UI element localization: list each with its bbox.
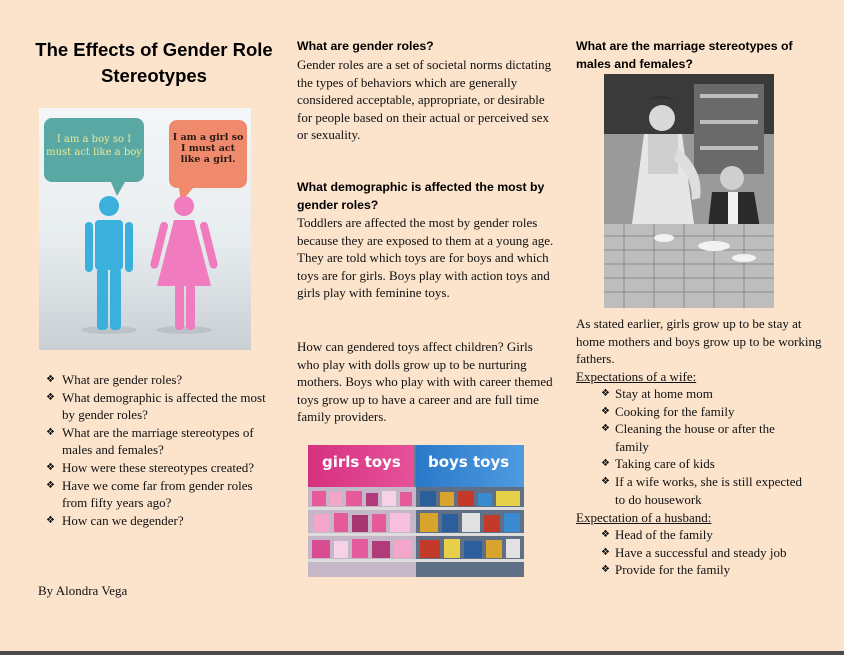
list-item: ❖ What are gender roles? [46,372,183,387]
gender-stereotype-image [39,108,251,350]
bottom-divider [0,651,844,655]
diamond-bullet-icon: ❖ [601,458,610,470]
section-heading-marriage: What are the marriage stereotypes of males and females? [576,39,793,71]
toy-aisle-image [308,445,524,577]
diamond-bullet-icon: ❖ [46,479,55,491]
diamond-bullet-icon: ❖ [46,374,55,385]
husband-expectations-label: Expectation of a husband: [576,510,712,525]
wife-expectations-list [601,385,811,508]
list-item: ❖ What are the marriage stereotypes of males and females? [46,424,254,458]
vintage-couple-photo [604,74,774,308]
list-item: ❖ Provide for the family [601,562,731,578]
boy-bubble-text: I am a boy so I must act like a boy [46,134,142,158]
diamond-bullet-icon: ❖ [46,461,55,473]
section-body-marriage: As stated earlier, girls grow up to be stay at home mothers and boys grow up to be working fathers. [576,316,822,367]
list-item: ❖ Head of the family [601,527,713,542]
section-heading-demographic: What demographic is affected the most by gender roles? [297,180,545,212]
boy-figure [85,196,133,330]
toy-shelves [308,487,524,577]
list-item: ❖ Have we come far from gender roles from fifty years ago? [46,477,253,511]
list-item: ❖ If a wife works, she is still expected to do housework [601,473,803,507]
list-item: ❖ How can we degender? [46,512,184,528]
page-title: The Effects of Gender Role Stereotypes [35,39,273,86]
list-item: ❖ What demographic is affected the most by gender roles? [46,389,266,423]
diamond-bullet-icon: ❖ [46,391,55,403]
list-item: ❖ Cooking for the family [601,403,735,419]
list-item: ❖ Stay at home mom [601,386,713,401]
couple-illustration [604,74,774,308]
diamond-bullet-icon: ❖ [601,546,610,558]
wife-expectations-label: Expectations of a wife: [576,369,697,384]
list-item: ❖ Cleaning the house or after the family [601,421,775,454]
section-body-gendered-toys: How can gendered toys affect children? Girls who play with dolls grow up to be nurturing mothers. Boys who play with with career themed toys grow up to have a career and are full time family providers. [297,339,553,425]
section-body-gender-roles: Gender roles are a set of societal norms dictating the types of behaviors which are generally considered acceptable, appropriate, or desirable for people based on their actual or perceived sex or sexuality. [297,57,552,143]
diamond-bullet-icon: ❖ [601,475,610,487]
diamond-bullet-icon: ❖ [601,564,610,576]
diamond-bullet-icon: ❖ [601,529,610,540]
girl-figure [150,196,219,330]
girl-bubble-text: I am a girl so I must act like a girl. [172,132,244,165]
author-credit: By Alondra Vega [38,583,128,598]
section-body-demographic: Toddlers are affected the most by gender roles because they are exposed to them at a young age. They are told which toys are for boys and which toys are for girls. Boys play with action toys and girls play with feminine toys. [297,215,554,301]
diamond-bullet-icon: ❖ [46,426,55,438]
list-item: ❖ How were these stereotypes created? [46,459,255,475]
question-list [46,371,276,529]
husband-expectations-list [601,526,811,579]
diamond-bullet-icon: ❖ [601,423,610,435]
boys-toys-sign: boys toys [416,445,524,487]
section-heading-gender-roles: What are gender roles? [297,39,434,53]
diamond-bullet-icon: ❖ [601,405,610,417]
diamond-bullet-icon: ❖ [601,388,610,399]
list-item: ❖ Have a successful and steady job [601,544,787,560]
girls-toys-sign: girls toys [308,445,414,487]
diamond-bullet-icon: ❖ [46,514,55,526]
list-item: ❖ Taking care of kids [601,456,715,472]
